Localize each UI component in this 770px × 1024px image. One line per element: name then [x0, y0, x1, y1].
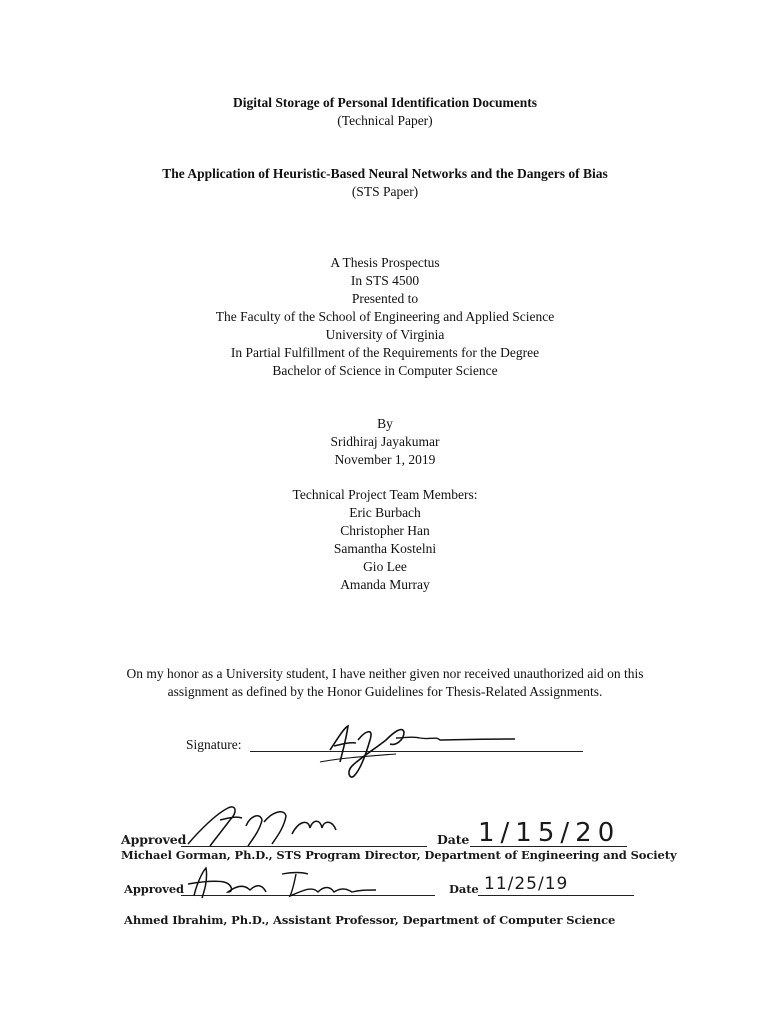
- prospectus-line: Presented to: [351, 291, 419, 306]
- signature-label: Signature:: [186, 737, 242, 752]
- date-line: [478, 895, 634, 896]
- prospectus-line: In Partial Fulfillment of the Requirements for the Degree: [230, 345, 540, 360]
- sts-paper-title: The Application of Heuristic-Based Neural Networks and the Dangers of Bias: [162, 166, 608, 181]
- prospectus-line: A Thesis Prospectus: [330, 255, 440, 270]
- technical-paper-subtitle: (Technical Paper): [337, 113, 433, 128]
- approval-date-value: 11/25/19: [484, 874, 569, 894]
- prospectus-line: Bachelor of Science in Computer Science: [272, 363, 498, 378]
- approver-name: Ahmed Ibrahim, Ph.D., Assistant Professor, Department of Computer Science: [124, 913, 616, 927]
- prospectus-line: The Faculty of the School of Engineering and Applied Science: [215, 309, 555, 324]
- team-member: Eric Burbach: [349, 505, 421, 520]
- approver-name: Michael Gorman, Ph.D., STS Program Director, Department of Engineering and Society: [121, 848, 677, 862]
- gorman-signature-image: [180, 800, 380, 850]
- prospectus-line: University of Virginia: [325, 327, 445, 342]
- approved-label: Approved: [121, 832, 187, 847]
- author-by: By: [377, 416, 393, 431]
- ibrahim-signature-image: [180, 862, 380, 902]
- author-date: November 1, 2019: [334, 452, 436, 467]
- team-heading: Technical Project Team Members:: [292, 487, 478, 502]
- honor-pledge-line: assignment as defined by the Honor Guidelines for Thesis-Related Assignments.: [167, 684, 603, 699]
- date-label: Date: [449, 882, 479, 896]
- team-member: Amanda Murray: [340, 577, 430, 592]
- team-member: Christopher Han: [340, 523, 430, 538]
- prospectus-line: In STS 4500: [350, 273, 420, 288]
- approved-label: Approved: [124, 882, 184, 896]
- author-name: Sridhiraj Jayakumar: [330, 434, 440, 449]
- technical-paper-title: Digital Storage of Personal Identification Documents: [232, 95, 538, 110]
- honor-pledge-line: On my honor as a University student, I have neither given nor received unauthorized aid on this: [126, 666, 644, 681]
- sts-paper-subtitle: (STS Paper): [351, 184, 419, 199]
- team-member: Gio Lee: [363, 559, 407, 574]
- student-signature-image: [300, 710, 530, 785]
- date-label: Date: [437, 832, 470, 847]
- approval-date-value: 1/15/20: [478, 818, 621, 848]
- team-member: Samantha Kostelni: [333, 541, 437, 556]
